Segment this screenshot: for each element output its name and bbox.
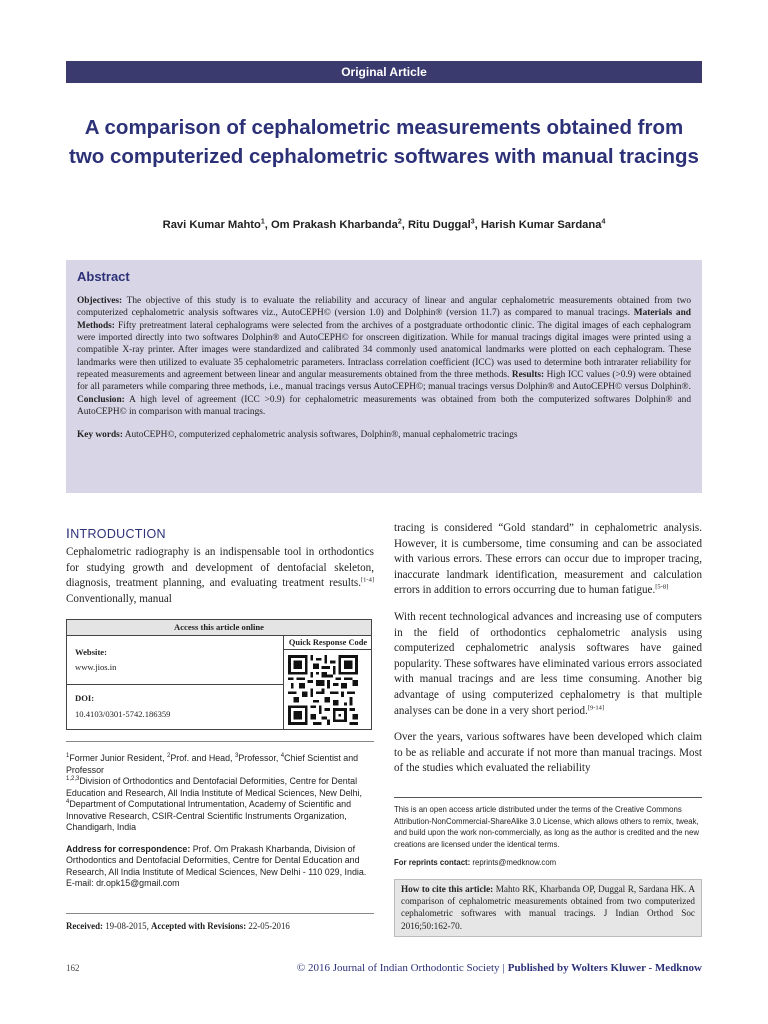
journal-copyright: © 2016 Journal of Indian Orthodontic Society bbox=[296, 962, 500, 974]
correspondence-address bbox=[66, 844, 374, 879]
introduction-heading bbox=[66, 525, 166, 541]
affiliation-role: Former Junior Resident, bbox=[69, 753, 168, 763]
paragraph-text: With recent technological advances and increasing use of computers in the field of orthodontics cephalometric analysis using computerized cephalometric analysis softwares have gained popularity. These softwares have eliminated various errors associated with manual tracings and are less time consuming. Another big advantage of using computerized cephalometry is that multiple analyses can be done in a very short period. bbox=[394, 610, 702, 717]
author-affiliation-mark: 2 bbox=[397, 218, 402, 226]
received-label: Received: bbox=[66, 921, 103, 931]
how-to-cite-box bbox=[394, 879, 702, 937]
conclusion-text: A high level of agreement (ICC >0.9) for cephalometric measurements was obtained from both the computerized softwares Dolphin® and AutoCEPH© in comparison with manual tracings. bbox=[77, 394, 691, 418]
abstract-box bbox=[66, 260, 702, 493]
abstract-heading: Abstract bbox=[77, 269, 130, 284]
right-column-text bbox=[394, 521, 702, 777]
keywords-label: Key words: bbox=[77, 430, 123, 441]
cite-label: How to cite this article: bbox=[401, 884, 494, 894]
affiliation-mark: 4 bbox=[280, 753, 285, 760]
qr-code-header: Quick Response Code bbox=[283, 636, 372, 650]
correspondence-text: Prof. Om Prakash Kharbanda, Division of Orthodontics and Dentofacial Deformities, Centre for Dental Education and Research, All India Institute of Medical Sciences, New Delhi - 110 029, India. bbox=[66, 843, 367, 877]
author-separator: , bbox=[474, 219, 481, 231]
author-affiliation-mark: 1 bbox=[260, 218, 265, 226]
objectives-label: Objectives: bbox=[77, 296, 123, 306]
article-type-banner: Original Article bbox=[66, 61, 702, 83]
access-box-header: Access this article online bbox=[67, 620, 371, 636]
qr-code-icon[interactable] bbox=[288, 655, 358, 725]
affiliation-mark: 3 bbox=[235, 753, 239, 760]
affiliation-mark: 1,2,3 bbox=[66, 776, 80, 783]
introduction-paragraph bbox=[66, 545, 374, 607]
affiliation-institution bbox=[66, 776, 374, 799]
access-box-divider bbox=[67, 684, 283, 685]
article-title: A comparison of cephalometric measurements obtained from two computerized cephalometric softwares with manual tracings bbox=[69, 116, 699, 168]
author-name: Harish Kumar Sardana bbox=[480, 219, 602, 231]
reprints-contact bbox=[394, 858, 702, 867]
journal-footer bbox=[233, 962, 702, 974]
author-separator: , bbox=[264, 219, 271, 231]
website-label: Website: bbox=[75, 647, 107, 657]
access-article-box bbox=[66, 619, 372, 730]
author-separator: , bbox=[401, 219, 408, 231]
author-name: Ravi Kumar Mahto bbox=[162, 219, 261, 231]
affiliation-institution bbox=[66, 799, 374, 834]
citation-ref: [5-8] bbox=[655, 583, 669, 591]
author-name: Om Prakash Kharbanda bbox=[270, 219, 398, 231]
paragraph-text: tracing is considered “Gold standard” in cephalometric analysis. However, it is cumbersome, time consuming and can be associated with various errors. These errors can occur due to improper tracing, inaccurate landmark identification, measurement and calculation errors in addition to errors occurring due to human fatigue. bbox=[394, 522, 702, 597]
results-text: High ICC values (>0.9) were obtained for all parameters while comparing three methods, i.e., manual tracings versus AutoCEPH©; manual tracings versus Dolphin® and AutoCEPH© versus Dolphin®. bbox=[77, 370, 691, 393]
reprints-email[interactable]: reprints@medknow.com bbox=[470, 858, 557, 867]
author-affiliation-mark: 4 bbox=[601, 218, 606, 226]
affiliations bbox=[66, 741, 374, 890]
introduction-heading-rest: NTRODUCTION bbox=[70, 527, 166, 541]
doi-value[interactable]: 10.4103/0301-5742.186359 bbox=[75, 709, 171, 719]
correspondence-email[interactable]: E-mail: dr.opk15@gmail.com bbox=[66, 878, 180, 888]
author-list bbox=[66, 219, 702, 231]
methods-text: Fifty pretreatment lateral cephalograms were selected from the archives of a postgraduate orthodontic clinic. The digital images of each cephalogram were imported directly into two softwares Dolphin® and AutoCEPH© for onscreen digitization. While for manual tracings digital images were printed using a compatible X-ray printer. After images were standardized and calibrated 34 commonly used anatomical landmarks were plotted on each cephalogram. These landmarks were then utilized to evaluate 35 cephalometric parameters. Intraclass correlation coefficient (ICC) was used to determine both intrarater reliability for repeated measurements and agreement between linear and angular measurements obtained from the three methods. bbox=[77, 320, 691, 381]
body-paragraph: Over the years, various softwares have been developed which claim to be as reliable and accurate if not more than manual tracings. Most of the studies which evaluated the reliability bbox=[394, 731, 702, 775]
affiliation-mark: 2 bbox=[167, 753, 171, 760]
keywords-text: AutoCEPH©, computerized cephalometric analysis softwares, Dolphin®, manual cephalometric tracings bbox=[122, 430, 518, 441]
intro-text-tail: Conventionally, manual bbox=[66, 592, 172, 605]
website-link[interactable]: www.jios.in bbox=[75, 662, 117, 672]
body-paragraph bbox=[394, 521, 702, 599]
objectives-text: The objective of this study is to evaluate the reliability and accuracy of linear and angular cephalometric measurements obtained from two computerized cephalometric analysis softwares viz., AutoCEPH© (version 1.0) and Dolphin® (version 11.7) as compared to manual tracings. bbox=[77, 296, 691, 319]
doi-label: DOI: bbox=[75, 693, 95, 703]
citation-ref: [1-4] bbox=[361, 576, 374, 584]
license-notice: This is an open access article distributed under the terms of the Creative Commons Attribution-NonCommercial-ShareAlike 3.0 License, which allows others to remix, tweak, and build upon the work non-commercially, as long as the author is credited and the new creations are licensed under the identical terms. bbox=[394, 797, 702, 850]
accepted-date: 22-05-2016 bbox=[246, 921, 290, 931]
cite-text: Mahto RK, Kharbanda OP, Duggal R, Sardana HK. A comparison of cephalometric measurements obtained from two computerized cephalometric softwares with manual tracings. J Indian Orthod Soc 2016;50:162-70. bbox=[401, 884, 695, 931]
body-paragraph bbox=[394, 610, 702, 719]
affiliation-role: Chief Scientist and Professor bbox=[66, 753, 359, 775]
affiliation-text: Division of Orthodontics and Dentofacial Deformities, Centre for Dental Education and Research, All India Institute of Medical Sciences, New Delhi, bbox=[66, 776, 362, 798]
results-label: Results: bbox=[511, 370, 545, 381]
accepted-label: Accepted with Revisions: bbox=[151, 921, 247, 931]
page-number: 162 bbox=[66, 963, 80, 973]
introduction-heading-initial: I bbox=[66, 525, 71, 541]
affiliation-role: Prof. and Head, bbox=[170, 753, 235, 763]
abstract-body bbox=[77, 295, 691, 418]
received-dates bbox=[66, 913, 374, 931]
footer-divider: | bbox=[502, 962, 505, 974]
intro-text: Cephalometric radiography is an indispensable tool in orthodontics for studying growth and development of dentofacial skeleton, diagnosis, treatment planning, and evaluating treatment results. bbox=[66, 546, 374, 590]
publisher-name: Published by Wolters Kluwer - Medknow bbox=[507, 962, 702, 974]
author-affiliation-mark: 3 bbox=[470, 218, 475, 226]
affiliation-mark: 1 bbox=[66, 753, 70, 760]
received-date: 19-08-2015, bbox=[102, 921, 152, 931]
affiliation-text: Department of Computational Intrumentation, Academy of Scientific and Innovative Research, CSIR-Central Scientific Instruments Organization, Chandigarh, India bbox=[66, 799, 352, 832]
citation-ref: [9-14] bbox=[587, 703, 605, 711]
author-name: Ritu Duggal bbox=[407, 219, 471, 231]
methods-label: Materials and Methods: bbox=[77, 308, 691, 331]
conclusion-label: Conclusion: bbox=[77, 394, 125, 405]
keywords bbox=[77, 429, 691, 441]
affiliation-role: Professor, bbox=[238, 753, 281, 763]
affiliation-mark: 4 bbox=[66, 799, 70, 806]
affiliation-roles bbox=[66, 753, 374, 776]
reprints-label: For reprints contact: bbox=[394, 858, 471, 867]
correspondence-label: Address for correspondence: bbox=[66, 843, 191, 854]
